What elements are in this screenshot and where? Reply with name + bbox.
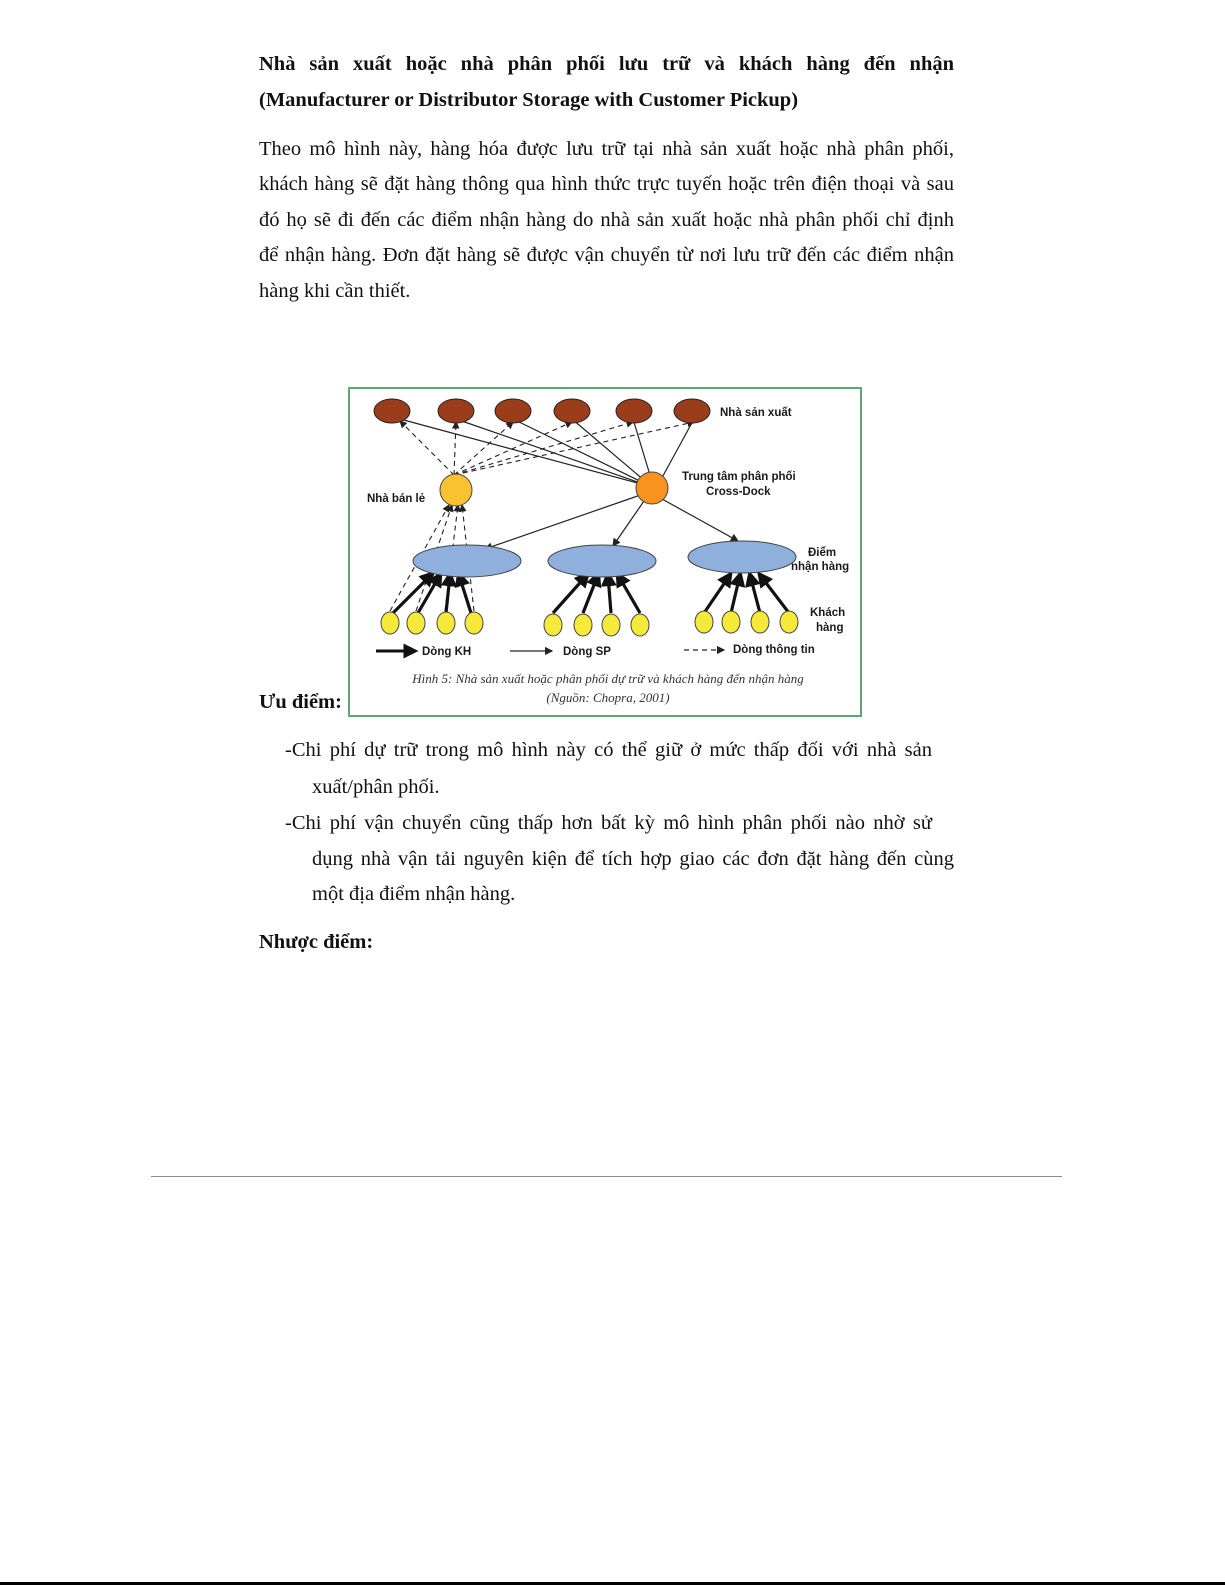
intro-line: để nhận hàng. Đơn đặt hàng sẽ được vận chuyển từ nơi lưu trữ đến các điểm nhận	[259, 244, 954, 266]
intro-line: Theo mô hình này, hàng hóa được lưu trữ tại nhà sản xuất hoặc nhà phân phối,	[259, 138, 954, 160]
advantage-item-cont: một địa điểm nhận hàng.	[312, 883, 516, 905]
section-heading: Nhà sản xuất hoặc nhà phân phối lưu trữ và khách hàng đến nhận	[259, 53, 954, 75]
retailer-node	[440, 474, 472, 506]
distribution-center-node	[636, 472, 668, 504]
customer-flow-lines	[393, 574, 789, 613]
dc-label-crossdock: Cross-Dock	[706, 486, 771, 498]
pickup-point-nodes	[413, 541, 796, 577]
footer-divider	[151, 1176, 1062, 1177]
distribution-network-figure	[348, 387, 862, 717]
pickup-label-2: nhận hàng	[791, 561, 850, 573]
intro-line: hàng khi cần thiết.	[259, 280, 411, 302]
pickup-label: Điểm	[808, 547, 837, 559]
legend-customer-flow: Dòng KH	[422, 646, 472, 658]
customer-label: Khách	[810, 607, 846, 619]
advantage-item-cont: dụng nhà vận tải nguyên kiện để tích hợp giao các đơn đặt hàng đến cùng	[312, 848, 954, 870]
customer-nodes	[381, 611, 798, 636]
advantage-item: -Chi phí vận chuyển cũng thấp hơn bất kỳ mô hình phân phối nào nhờ sử	[285, 812, 932, 834]
dc-label: Trung tâm phân phối	[682, 471, 796, 483]
intro-line: khách hàng sẽ đặt hàng thông qua hình thức trực tuyến hoặc trên điện thoại và sau	[259, 173, 954, 195]
network-diagram	[350, 389, 860, 715]
section-heading-english: (Manufacturer or Distributor Storage with Customer Pickup)	[259, 89, 799, 111]
advantage-item: -Chi phí dự trữ trong mô hình này có thể giữ ở mức thấp đối với nhà sản	[285, 739, 932, 761]
legend-product-flow: Dòng SP	[563, 646, 611, 658]
intro-line: đó họ sẽ đi đến các điểm nhận hàng do nhà sản xuất hoặc nhà phân phối chỉ định	[259, 209, 954, 231]
manufacturer-nodes	[374, 399, 710, 423]
manufacturers-label: Nhà sản xuất	[720, 407, 792, 419]
figure-legend	[376, 644, 815, 658]
retailer-label: Nhà bán lẻ	[367, 493, 426, 505]
legend-info-flow: Dòng thông tin	[733, 644, 815, 656]
advantage-item-cont: xuất/phân phối.	[312, 776, 440, 798]
customer-label-2: hàng	[816, 622, 844, 634]
disadvantages-label: Nhược điểm:	[259, 931, 374, 953]
figure-source: (Nguồn: Chopra, 2001)	[546, 690, 670, 705]
advantages-label: Ưu điểm:	[259, 691, 342, 713]
figure-caption: Hình 5: Nhà sản xuất hoặc phân phối dự trữ và khách hàng đến nhận hàng	[412, 671, 804, 686]
